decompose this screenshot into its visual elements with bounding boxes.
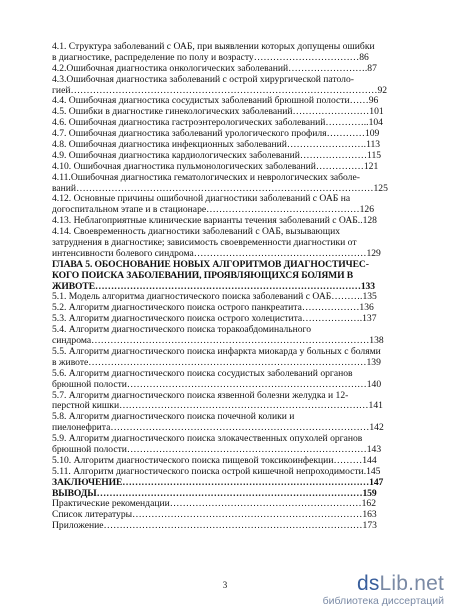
toc-line: 5.10. Алгоритм диагностического поиска пищевой токсикоинфекции………144 (52, 455, 377, 466)
toc-line: 5.5. Алгоритм диагностического поиска инфаркта миокарда у больных с болями (52, 346, 381, 357)
toc-line: брюшной полости…………………………………………………………………143 (52, 444, 382, 455)
watermark-lib: Lib.net (379, 572, 444, 595)
toc-line: интенсивности болевого синдрома………………………………………………129 (52, 248, 381, 259)
toc-line: синдрома……………………………………………………………………………138 (52, 336, 384, 347)
toc-line: 4.11.Ошибочная диагностика гематологических и неврологических заболе- (52, 172, 360, 183)
toc-line: 5.2. Алгоритм диагностического поиска острого панкреатита………………136 (52, 303, 374, 314)
toc-line: в животе……………………………………………………………………………139 (52, 357, 381, 368)
toc-line: брюшной полости…………………………………………………………………140 (52, 379, 382, 390)
toc-line: ВЫВОДЫ…………………………………………………………………………159 (52, 488, 377, 499)
toc-line: 4.7. Ошибочная диагностика заболеваний урологического профиля…………109 (52, 129, 380, 140)
toc-line: в диагностике, распределение по полу и возрасту……………………………86 (52, 52, 369, 63)
watermark-caption: библиотека диссертаций (322, 595, 444, 607)
toc-line: ЖИВОТЕ…………………………………………………………………………133 (52, 281, 375, 292)
toc-line: 5.7. Алгоритм диагностического поиска язвенной болезни желудка и 12- (52, 390, 349, 401)
toc-line: затруднения в диагностике; зависимость своевременности диагностики от (52, 238, 357, 249)
watermark-mark (286, 573, 444, 595)
toc-line: 4.9. Ошибочная диагностика кардиологических заболеваний…………………115 (52, 150, 382, 161)
toc-line: 4.6. Ошибочная диагностика гастроэнтерологических заболеваний…………..104 (52, 118, 383, 129)
toc-line: 4.10. Ошибочная диагностика пульмонологических заболеваний……………121 (52, 161, 379, 172)
toc-line: ЗАКЛЮЧЕНИЕ……………………………………………………………………147 (52, 477, 384, 488)
watermark-ds: ds (356, 572, 380, 595)
toc-line: 4.8. Ошибочная диагностика инфекционных заболеваний…………………….113 (52, 140, 381, 151)
toc-line: 4.3.Ошибочная диагностика заболеваний с острой хирургической патоло- (52, 74, 354, 85)
page-number: 3 (222, 580, 228, 590)
toc-line: 4.5. Ошибки в диагностике гинекологических заболеваний……………………101 (52, 107, 384, 118)
toc-line: Список литературы………………………………………………………………163 (52, 510, 377, 521)
toc-line: 5.4. Алгоритм диагностического поиска торакоабдоминального (52, 325, 312, 336)
toc-line: ГЛАВА 5. ОБОСНОВАНИЕ НОВЫХ АЛГОРИТМОВ ДИАГНОСТИЧЕС- (52, 259, 369, 270)
toc-line: 5.9. Алгоритм диагностического поиска злокачественных опухолей органов (52, 434, 363, 445)
toc-line: 4.12. Основные причины ошибочной диагностики заболеваний с ОАБ на (52, 194, 351, 205)
toc-line: 5.1. Модель алгоритма диагностического поиска заболеваний с ОАБ……….135 (52, 292, 377, 303)
toc-line: пиелонефрита………………………………………………………………………142 (52, 423, 384, 434)
watermark-logo (286, 573, 444, 609)
toc-line: Приложение………………………………………………………………………173 (52, 521, 377, 532)
toc-line: 5.11. Алгоритм диагностического поиска острой кишечной непроходимости.145 (52, 466, 381, 477)
toc-line: 4.2.Ошибочная диагностика онкологических заболеваний…………………….87 (52, 63, 377, 74)
toc-line: 5.6. Алгоритм диагностического поиска сосудистых заболеваний органов (52, 368, 353, 379)
toc-line: 5.8. Алгоритм диагностического поиска почечной колики и (52, 412, 295, 423)
toc-line: перстной кишки……………………………………………………………………141 (52, 401, 383, 412)
toc-line: Практические рекомендации……………………………………………………162 (52, 499, 376, 510)
toc-line: 4.4. Ошибочная диагностика сосудистых заболеваний брюшной полости……96 (52, 96, 379, 107)
toc-line: 5.3. Алгоритм диагностического поиска острого холецистита……………….137 (52, 314, 377, 325)
toc-line: догоспитальном этапе и в стационаре…………………………………………126 (52, 205, 375, 216)
toc-line: ваний…………………………………………………………………………………125 (52, 183, 388, 194)
toc-line: 4.1. Структура заболеваний с ОАБ, при выявлении которых допущены ошибки (52, 42, 375, 52)
toc-line: 4.13. Неблагоприятные клинические варианты течения заболеваний с ОАБ..128 (52, 216, 377, 227)
toc-line: 4.14. Своевременность диагностики заболеваний с ОАБ, вызывающих (52, 227, 341, 238)
toc-line: гией……………………………………………………………………………………92 (52, 85, 388, 96)
table-of-contents (52, 42, 410, 532)
toc-line: КОГО ПОИСКА ЗАБОЛЕВАНИЙ, ПРОЯВЛЯЮЩИХСЯ БОЛЯМИ В (52, 270, 354, 281)
